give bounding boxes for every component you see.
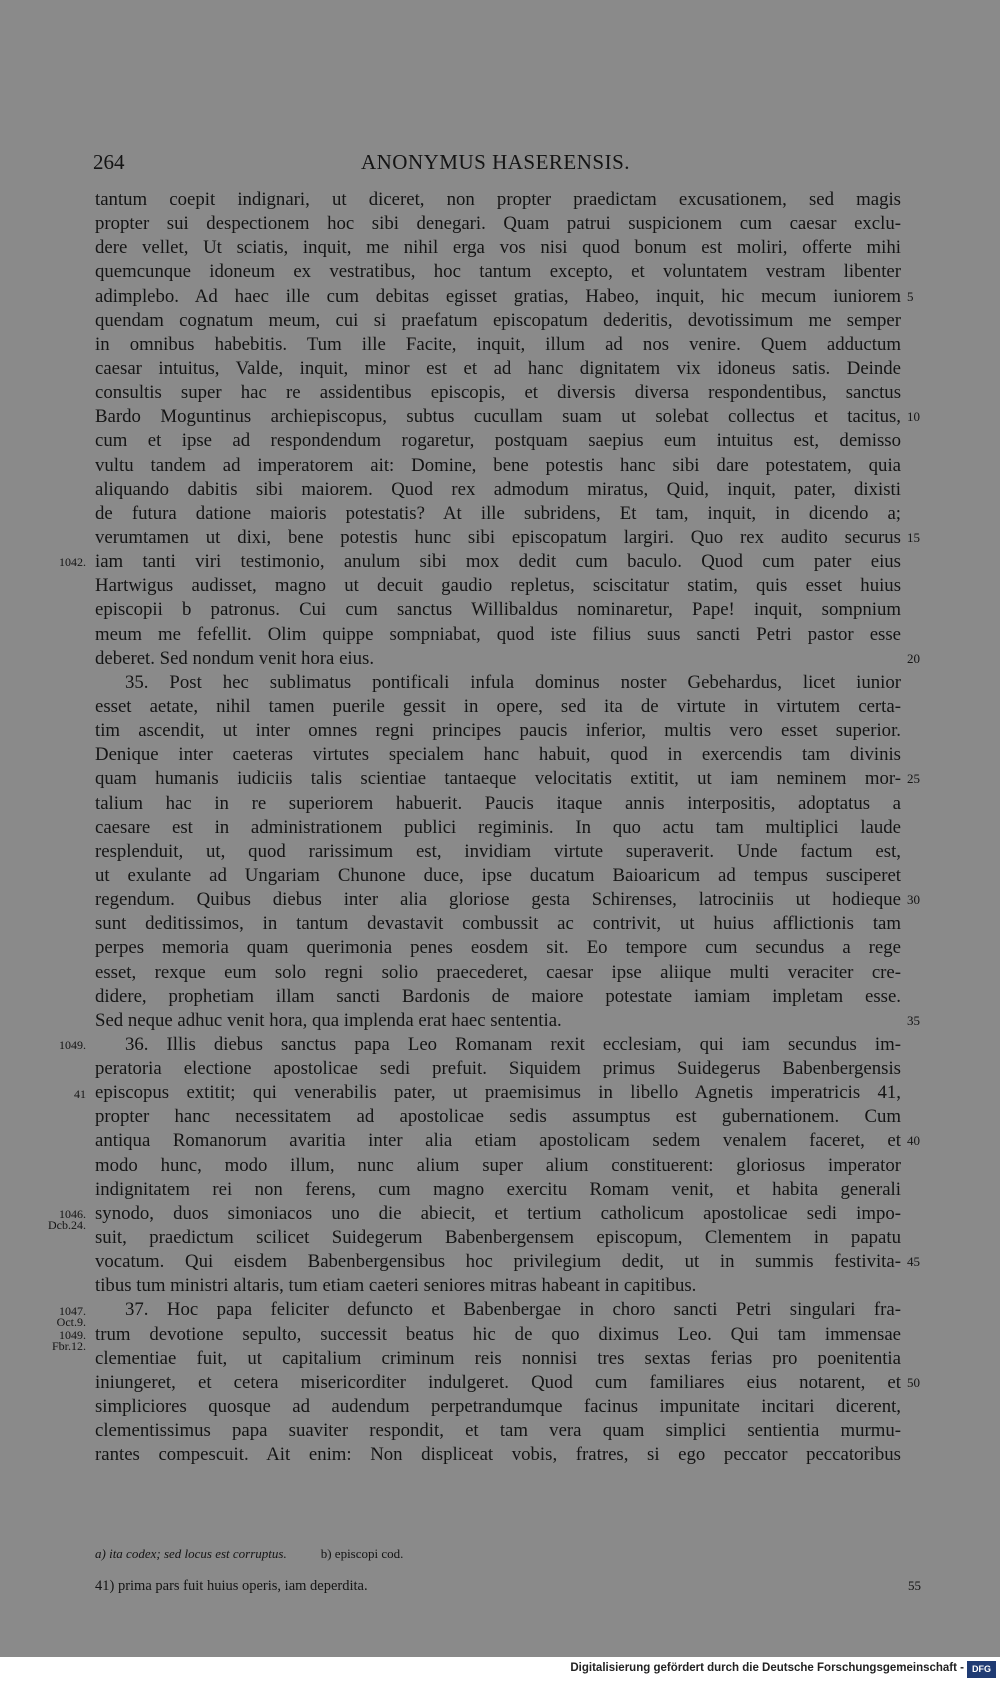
line-text: 36. Illis diebus sanctus papa Leo Romanam rexit ecclesiam, qui iam secundus im-	[125, 1033, 901, 1055]
footnote-41: 41) prima pars fuit huius operis, iam deperdita.	[95, 1578, 368, 1594]
footnote-line-number: 55	[908, 1578, 921, 1593]
text-line	[95, 260, 901, 284]
text-line	[95, 695, 901, 719]
line-text: Bardo Moguntinus archiepiscopus, subtus cucullam suam ut solebat collectus et tacitus,	[95, 406, 901, 428]
text-line	[95, 1202, 901, 1226]
text-line	[95, 381, 901, 405]
margin-note: Oct.9.	[56, 1314, 86, 1329]
text-line	[95, 985, 901, 1009]
line-text: resplenduit, ut, quod rarissimum est, invidiam virtute superaverit. Unde factum est,	[95, 840, 901, 862]
line-text: talium hac in re superiorem habuerit. Paucis itaque annis interpositis, adoptatus a	[95, 792, 901, 814]
text-line	[95, 1419, 901, 1443]
footnote-a: a) ita codex; sed locus est corruptus. b) episcopi cod.	[95, 1546, 404, 1561]
line-text: modo hunc, modo illum, nunc alium super alium constituerent: gloriosus imperator	[95, 1154, 901, 1176]
line-text: Denique inter caeteras virtutes specialem hanc habuit, quod in exercendis tam divinis	[95, 744, 901, 766]
line-text: vultu tandem ad imperatorem ait: Domine, bene potestis hanc sibi dare potestatem, quia	[95, 454, 901, 476]
text-line	[95, 1178, 901, 1202]
text-line	[95, 792, 901, 816]
line-text: quam humanis iudiciis talis scientiae tantaeque velocitatis extitit, ut iam neminem mor-	[95, 768, 901, 790]
text-line	[95, 333, 901, 357]
line-text: tibus tum ministri altaris, tum etiam caeteri seniores mitras habeant in capitibus.	[95, 1275, 697, 1297]
text-line	[95, 1129, 920, 1153]
page-number: 264	[93, 150, 125, 174]
line-text: suit, praedictum scilicet Suidegerum Babenbergensem episcopum, Clementem in papatu	[95, 1227, 901, 1249]
text-line	[95, 1081, 901, 1105]
footnote-b: b) episcopi cod.	[320, 1546, 404, 1561]
line-text: cum et ipse ad respondendum rogaretur, postquam saepius eum intuitus est, demisso	[95, 430, 901, 452]
line-text: caesar intuitus, Valde, inquit, minor est et ad hanc dignitatem vix idoneus satis. Deinde	[95, 357, 901, 379]
text-line	[95, 550, 901, 574]
line-text: clementiae fuit, ut capitalium criminum reis nonnisi tres sextas ferias pro poenitentia	[95, 1347, 901, 1369]
line-text: tim ascendit, ut inter omnes regni principes paucis inferior, multis vero esset superior.	[95, 720, 901, 742]
margin-note: 41	[74, 1086, 86, 1101]
text-line	[95, 405, 920, 429]
margin-note: 1047.	[59, 1303, 86, 1318]
line-number: 25	[907, 771, 920, 787]
line-number: 30	[907, 892, 920, 908]
line-number: 40	[907, 1133, 920, 1149]
text-line	[95, 1009, 920, 1033]
line-text: dere vellet, Ut sciatis, inquit, me nihil erga vos nisi quod bonum est moliri, offerte mihi	[95, 237, 901, 259]
text-line	[95, 1371, 920, 1395]
line-text: simpliciores quosque ad audendum perpetrandumque facinus impunitate incitari dicerent,	[95, 1396, 901, 1418]
line-text: esset aetate, nihil tamen puerile gessit in opere, sed ita de virtute in virtutem certa-	[95, 695, 901, 717]
line-text: sunt deditissimos, in tantum devastavit combussit ac contrivit, ut huius afflictionis tam	[95, 913, 901, 935]
line-text: propter sui despectionem hoc sibi denegari. Quam patrui suspicionem cum caesar exclu-	[95, 213, 901, 235]
line-text: 35. Post hec sublimatus pontificali infula dominus noster Gebehardus, licet iunior	[125, 671, 901, 693]
text-line	[95, 743, 901, 767]
line-text: propter hanc necessitatem ad apostolicae sedis assumptus est gubernationem. Cum	[95, 1106, 901, 1128]
line-text: verumtamen ut dixi, bene potestis hunc sibi episcopatum largiri. Quo rex audito securus	[95, 526, 901, 548]
text-line	[95, 888, 920, 912]
margin-note: Fbr.12.	[51, 1339, 86, 1354]
line-text: perpes memoria quam querimonia penes eosdem sit. Eo tempore cum secundus a rege	[95, 937, 901, 959]
text-line	[95, 719, 901, 743]
text-line	[95, 526, 920, 550]
text-line	[95, 647, 920, 671]
text-line	[95, 1105, 901, 1129]
margin-note: 1042.	[59, 555, 86, 570]
line-text: ut exulante ad Ungariam Chunone duce, ipse ducatum Baioaricum ad tempus susciperet	[95, 864, 901, 886]
line-number: 20	[907, 650, 920, 666]
text-line	[95, 309, 901, 333]
text-line	[95, 212, 901, 236]
text-line	[95, 1033, 901, 1057]
funding-credit: Digitalisierung gefördert durch die Deutsche Forschungsgemeinschaft -	[570, 1662, 964, 1674]
line-text: consultis super hac re assidentibus episcopis, et diversis diversa respondentibus, sanctus	[95, 382, 901, 404]
line-text: iniungeret, et cetera misericorditer indulgeret. Quod cum familiares eius notarent, et	[95, 1371, 901, 1393]
line-text: episcopus extitit; qui venerabilis pater, ut praemisimus in libello Agnetis imperatricis 41,	[95, 1082, 901, 1104]
line-text: rantes compescuit. Ait enim: Non displiceat vobis, fratres, si ego peccator peccatoribus	[95, 1444, 901, 1466]
line-text: caesare est in administrationem publici regiminis. In quo actu tam multiplici laude	[95, 816, 901, 838]
text-line	[95, 429, 901, 453]
line-number: 50	[907, 1374, 920, 1390]
text-line	[95, 767, 920, 791]
text-line	[95, 1323, 901, 1347]
line-text: clementissimus papa suaviter respondit, et tam vera quam simplici sentientia murmu-	[95, 1420, 901, 1442]
text-line	[95, 936, 901, 960]
text-line	[95, 864, 901, 888]
text-line	[95, 454, 901, 478]
text-line	[95, 1226, 901, 1250]
line-text: synodo, duos simoniacos uno die abiecit, et tertium catholicum apostolicae sedi impo-	[95, 1202, 901, 1224]
text-line	[95, 1057, 901, 1081]
line-text: quemcunque idoneum ex vestratibus, hoc tantum excepto, et voluntatem vestram libenter	[95, 261, 901, 283]
margin-note: 1046.	[59, 1207, 86, 1222]
line-number: 45	[907, 1254, 920, 1270]
text-line	[95, 623, 901, 647]
line-text: episcopii b patronus. Cui cum sanctus Willibaldus nominaretur, Pape! inquit, sompnium	[95, 599, 901, 621]
text-line	[95, 1298, 901, 1322]
text-line	[95, 816, 901, 840]
line-text: aliquando dabitis sibi maiorem. Quod rex admodum miratus, Quid, inquit, pater, dixisti	[95, 478, 901, 500]
text-line	[95, 961, 901, 985]
text-line	[95, 1347, 901, 1371]
line-text: de futura datione maioris potestatis? At ille subridens, Et tam, inquit, in dicendo a;	[95, 502, 901, 524]
line-number: 35	[907, 1012, 920, 1028]
text-line	[95, 1443, 901, 1467]
text-line	[95, 912, 901, 936]
page-header	[93, 150, 898, 182]
text-line	[95, 574, 901, 598]
running-title: ANONYMUS HASERENSIS.	[360, 150, 631, 174]
text-line	[95, 188, 901, 212]
text-line	[95, 1250, 920, 1274]
line-text: in omnibus habebitis. Tum ille Facite, inquit, illum ad nos venire. Quem adductum	[95, 333, 901, 355]
footer-bar	[0, 1657, 1000, 1683]
body-text	[95, 188, 920, 1467]
line-text: meum me fefellit. Olim quippe sompniabat, quod iste filius suus sancti Petri pastor esse	[95, 623, 901, 645]
line-number: 10	[907, 409, 920, 425]
line-text: adimplebo. Ad haec ille cum debitas egisset gratias, Habeo, inquit, hic mecum iuniorem	[95, 285, 901, 307]
text-line	[95, 285, 914, 309]
line-text: iam tanti viri testimonio, anulum sibi mox dedit cum baculo. Quod cum pater eius	[95, 551, 901, 573]
line-text: deberet. Sed nondum venit hora eius.	[95, 647, 375, 669]
line-number: 5	[907, 288, 914, 304]
line-text: esset, rexque eum solo regni solio praecederet, caesar ipse aliique multi veraciter cre-	[95, 961, 901, 983]
text-line	[95, 1274, 901, 1298]
line-text: peratoria electione apostolicae sedi prefuit. Siquidem primus Suidegerus Babenbergensis	[95, 1058, 901, 1080]
text-line	[95, 671, 901, 695]
line-text: 37. Hoc papa feliciter defuncto et Babenbergae in choro sancti Petri singulari fra-	[125, 1299, 901, 1321]
line-text: antiqua Romanorum avaritia inter alia etiam apostolicam sedem venalem faceret, et	[95, 1130, 901, 1152]
margin-note: Dcb.24.	[48, 1218, 86, 1233]
margin-note: 1049.	[59, 1038, 86, 1053]
line-text: didere, prophetiam illam sancti Bardonis de maiore potestate iamiam impletam esse.	[95, 985, 901, 1007]
text-line	[95, 598, 901, 622]
line-text: tantum coepit indignari, ut diceret, non propter praedictam excusationem, sed magis	[95, 189, 901, 210]
text-line	[95, 236, 901, 260]
line-text: trum devotione sepulto, successit beatus hic de quo diximus Leo. Qui tam immensae	[95, 1323, 901, 1345]
text-line	[95, 1154, 901, 1178]
text-line	[95, 357, 901, 381]
line-text: Hartwigus audisset, magno ut decuit gaudio repletus, sciscitatur statim, quis esset huius	[95, 575, 901, 597]
text-line	[95, 502, 901, 526]
margin-note: 1049.	[59, 1328, 86, 1343]
line-text: quendam cognatum meum, cui si praefatum episcopatum dederitis, devotissimum me semper	[95, 309, 901, 331]
text-line	[95, 478, 901, 502]
line-text: Sed neque adhuc venit hora, qua implenda erat haec sententia.	[95, 1009, 562, 1031]
line-number: 15	[907, 529, 920, 545]
text-line	[95, 1395, 901, 1419]
text-line	[95, 840, 901, 864]
line-text: vocatum. Qui eisdem Babenbergensibus hoc privilegium dedit, ut in summis festivita-	[95, 1251, 901, 1273]
line-text: regendum. Quibus diebus inter alia gloriose gesta Schirenses, latrociniis ut hodieque	[95, 889, 901, 911]
line-text: indignitatem rei non ferens, cum magno exercitu Romam venit, et habita generali	[95, 1178, 901, 1200]
dfg-logo: DFG	[967, 1661, 996, 1678]
